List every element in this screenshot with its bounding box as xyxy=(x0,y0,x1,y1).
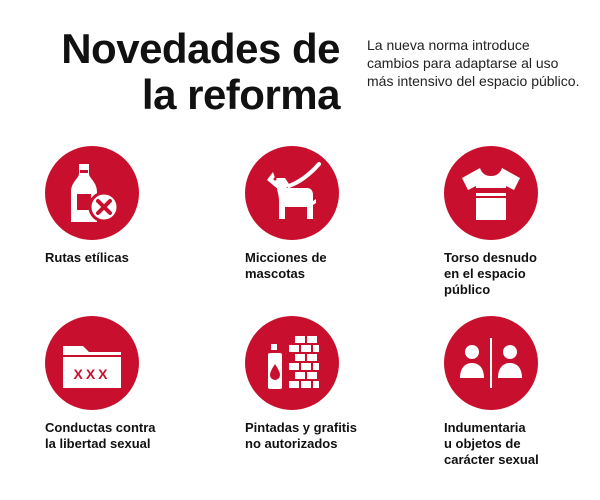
xxx-label: XXX xyxy=(73,366,111,382)
item-icon-circle xyxy=(245,316,339,410)
item-label-line: no autorizados xyxy=(245,436,338,451)
item-label-line: en el espacio xyxy=(444,266,526,281)
item-label xyxy=(245,250,395,282)
page-title-line-1: Novedades de xyxy=(61,25,340,72)
item-label-line: Micciones de xyxy=(245,250,327,265)
item-torso-desnudo xyxy=(444,146,594,298)
item-icon-circle xyxy=(45,146,139,240)
item-label-line: Indumentaria xyxy=(444,420,526,435)
item-label xyxy=(45,420,195,452)
item-label-line: la libertad sexual xyxy=(45,436,151,451)
item-label xyxy=(444,250,594,298)
intro-text: La nueva norma introduce cambios para adaptarse al uso más intensivo del espacio público. xyxy=(367,37,580,89)
item-icon-circle xyxy=(444,146,538,240)
dog-on-leash-icon xyxy=(245,146,339,240)
item-rutas-etilicas xyxy=(45,146,195,266)
tshirt-icon xyxy=(444,146,538,240)
item-micciones-mascotas xyxy=(245,146,395,282)
item-icon-circle xyxy=(245,146,339,240)
page-title-line-2: la reforma xyxy=(141,71,340,118)
item-icon-circle xyxy=(444,316,538,410)
spray-can-wall-icon xyxy=(245,316,339,410)
item-icon-circle xyxy=(45,316,139,410)
folder-xxx-icon xyxy=(45,316,139,410)
item-pintadas-grafitis xyxy=(245,316,395,452)
item-label-line: Pintadas y grafitis xyxy=(245,420,357,435)
item-label-line: u objetos de xyxy=(444,436,521,451)
page-title xyxy=(20,26,340,118)
item-label-line: Rutas etílicas xyxy=(45,250,129,265)
restroom-people-icon xyxy=(444,316,538,410)
item-label xyxy=(45,250,195,266)
item-label-line: mascotas xyxy=(245,266,305,281)
item-label-line: carácter sexual xyxy=(444,452,539,467)
bottle-forbidden-icon xyxy=(45,146,139,240)
item-label-line: Conductas contra xyxy=(45,420,156,435)
item-indumentaria-caracter-sexual xyxy=(444,316,594,468)
item-label-line: Torso desnudo xyxy=(444,250,537,265)
item-label xyxy=(444,420,594,468)
item-label xyxy=(245,420,395,452)
item-label-line: público xyxy=(444,282,491,297)
item-conductas-libertad-sexual xyxy=(45,316,195,452)
